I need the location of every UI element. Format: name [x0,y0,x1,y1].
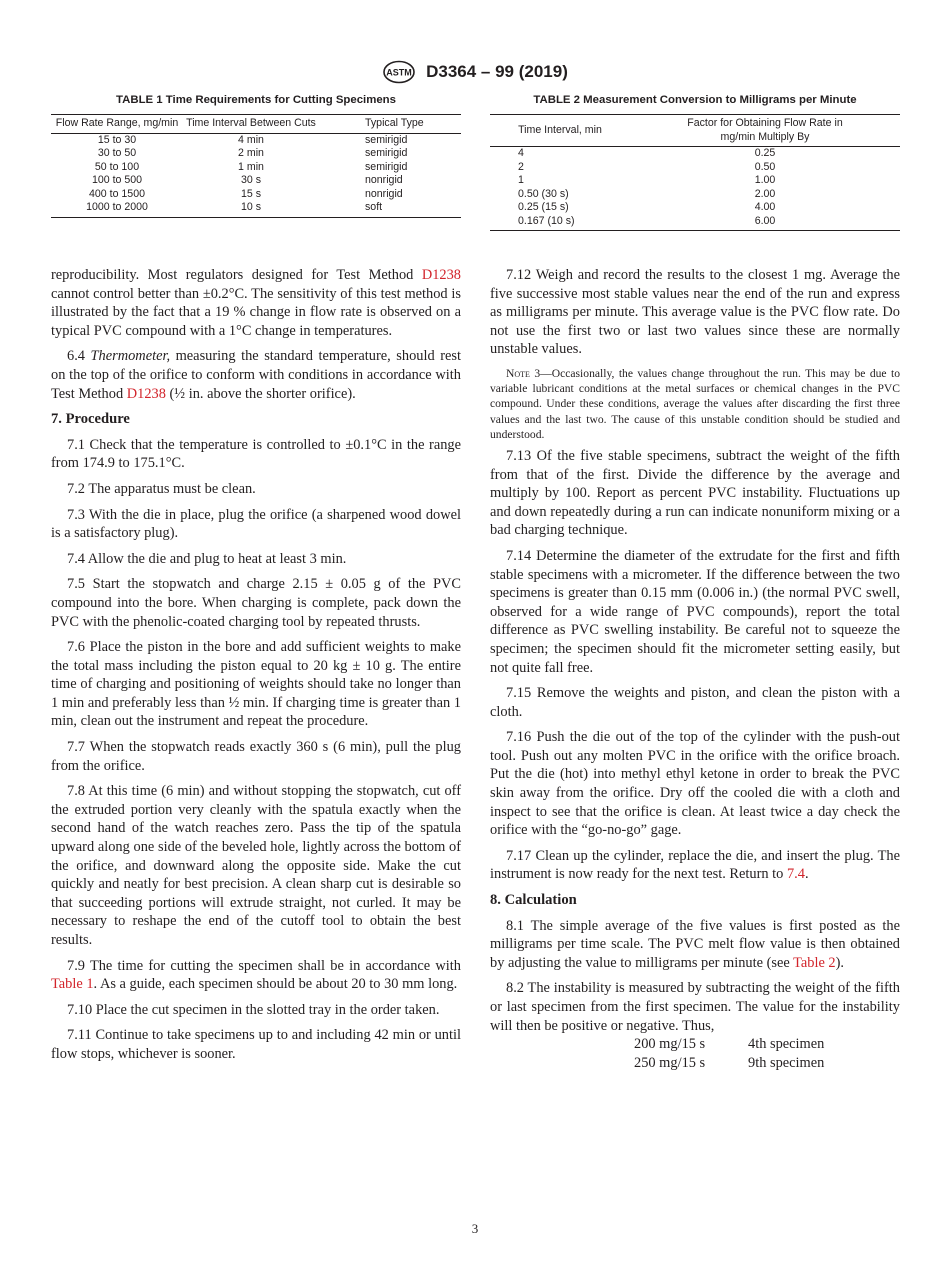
section-heading-procedure: 7. Procedure [51,411,130,428]
table-row: 0.25 (15 s) 4.00 [518,201,776,213]
table2-link[interactable]: Table 2 [793,954,836,971]
document-designation: D3364 – 99 (2019) [426,62,568,81]
svg-text:ASTM: ASTM [386,67,412,78]
paragraph-7-4: 7.4 Allow the die and plug to heat at least 3 min. [67,550,347,567]
table-row: 1 1.00 [518,174,776,186]
paragraph-7-7: 7.7 When the stopwatch reads exactly 360 s (6 min), pull the plug from the orifice. [51,739,461,774]
paragraph-6-4: 6.4 Thermometer, measuring the standard temperature, should rest on the top of the orifice to conform with conditions in accordance with Test Method D1238 (½ in. above the shorter orifice). [51,348,461,402]
paragraph-reproducibility: reproducibility. Most regulators designed for Test Method D1238 cannot control better than ±0.2°C. The sensitivity of this test method is illustrated by the fact that a 19 % change in flow rate is observed on a typical PVC compound with a 1°C change in temperatures. [51,267,461,339]
paragraph-7-5: 7.5 Start the stopwatch and charge 2.15 ± 0.05 g of the PVC compound into the bore. When charging is complete, pack down the PVC with the phenolic-coated charging tool by repeated thrusts. [51,576,461,630]
right-column [490,266,900,1073]
section-heading-calculation: 8. Calculation [490,892,577,909]
table2-title: TABLE 2 Measurement Conversion to Milligrams per Minute [533,94,857,106]
paragraph-7-8: 7.8 At this time (6 min) and without stopping the stopwatch, cut off the extruded portion very cleanly with the spatula exactly when the second hand of the watch reaches zero. Pass the tip of the spatula upward along one side of the beveled hole, lightly across the bottom of the orifice, and downward along the opposite side. Make the cut quickly and neatly for best precision. A clean sharp cut is desirable so that succeeding portions will extrude straight, not curled. It may be necessary to reshape the end of the cutoff tool to obtain the best results. [51,783,461,948]
table1-header-time-interval: Time Interval Between Cuts [183,115,319,134]
table1-header-flow-rate: Flow Rate Range, mg/min [51,115,183,134]
table-row: 1000 to 2000 10 s soft [51,201,461,217]
table2-header-factor: Factor for Obtaining Flow Rate in mg/min Multiply By [630,115,900,147]
note-3: Note 3—Occasionally, the values change throughout the run. This may be due to variable lubricant conditions at the metal surfaces or chemical changes in the PVC compound. Under these conditions, average the values after discarding the first three values and the last two. The cause of this unstable condition should be studied and understood. [490,366,900,441]
section-7-4-link[interactable]: 7.4 [786,866,805,883]
paragraph-7-6: 7.6 Place the piston in the bore and add sufficient weights to make the total mass including the piston equal to 20 kg ± 10 g. The entire time of charging and positioning of weights should take no longer than 1 min and preferably less than ½ min. If charging time is greater than 1 min, clean out the instrument and repeat the procedure. [51,639,461,730]
table1 [51,114,461,218]
paragraph-7-1: 7.1 Check that the temperature is controlled to ±0.1°C in the range from 174.9 to 175.1°C. [51,436,461,472]
table1-header-typical-type: Typical Type [319,115,461,134]
paragraph-7-14: 7.14 Determine the diameter of the extrudate for the first and fifth stable specimens with a micrometer. If the difference between the two specimens is greater than 0.15 mm (0.006 in.) (the normal PVC swell, observed for a wide range of PVC compounds), report the total difference as PVC swelling instability. Be careful not to squeeze the specimen; the specimen should fit the micrometer setting easily, but not quite fall free. [490,547,900,676]
paragraph-7-12: 7.12 Weigh and record the results to the closest 1 mg. Average the five successive most stable values near the end of the run and express as milligrams per minute. This average value is the PVC flow rate. Do not use the first two or last two values since these are normally unstable values. [490,267,900,358]
calculation-example [634,1035,900,1073]
table1-title: TABLE 1 Time Requirements for Cutting Specimens [116,94,396,106]
paragraph-7-15: 7.15 Remove the weights and piston, and clean the piston with a cloth. [490,685,900,720]
paragraph-7-11: 7.11 Continue to take specimens up to and including 42 min or until flow stops, whichever is sooner. [51,1027,461,1062]
paragraph-7-16: 7.16 Push the die out of the top of the cylinder with the push-out tool. Push out any molten PVC in the orifice with the orifice broach. Put the die (hot) into methyl ethyl ketone in order to break the PVC skin away from the orifice. Dry off the cooled die with a cloth and inspect to see that the orifice is clean. At least twice a day check the orifice with the “go-no-go” gage. [490,729,900,839]
table-row: 400 to 1500 15 s nonrigid [89,187,403,200]
table1-link[interactable]: Table 1 [51,976,94,993]
table-row: 0.50 (30 s) 2.00 [518,187,776,200]
d1238-link[interactable]: D1238 [421,267,461,283]
d1238-link[interactable]: D1238 [126,385,166,402]
calc-line: 250 mg/15 s 9th specimen [634,1055,825,1072]
left-column [51,266,461,1071]
table-row: 15 to 30 4 min semirigid [97,133,408,146]
paragraph-8-1: 8.1 The simple average of the five values is first posted as the milligrams per time scale. The PVC melt flow value is then obtained by adjusting the value to milligrams per minute (see Table 2). [490,917,900,971]
table-row: 2 0.50 [518,160,776,173]
calc-line: 200 mg/15 s 4th specimen [634,1036,825,1053]
astm-logo-icon [382,60,416,84]
table2-header-time-interval: Time Interval, min [490,115,630,147]
table-row: 30 to 50 2 min semirigid [97,147,408,159]
page-number: 3 [471,1221,479,1236]
table-row: 4 0.25 [518,147,776,159]
paragraph-7-3: 7.3 With the die in place, plug the orifice (a sharpened wood dowel is a satisfactory plug). [51,506,461,542]
paragraph-7-2: 7.2 The apparatus must be clean. [67,480,256,497]
page-header [0,60,950,84]
table-row: 100 to 500 30 s nonrigid [91,174,403,186]
paragraph-7-9: 7.9 The time for cutting the specimen shall be in accordance with Table 1. As a guide, each specimen should be about 20 to 30 mm long. [51,957,461,993]
paragraph-7-10: 7.10 Place the cut specimen in the slotted tray in the order taken. [67,1001,440,1018]
paragraph-7-13: 7.13 Of the five stable specimens, subtract the weight of the fifth from that of the first. Divide the difference by the average and multiply by 100. Report as percent PVC instability. Fluctuations up and down repeatedly during a run can indicate nonuniform mixing or a bad charging technique. [490,447,900,539]
table-row: 0.167 (10 s) 6.00 [490,215,900,231]
paragraph-8-2: 8.2 The instability is measured by subtracting the weight of the fifth or last specimen from the first specimen. The value for the instability will then be positive or negative. Thus, [490,980,900,1034]
table-row: 50 to 100 1 min semirigid [94,160,408,173]
table2 [490,114,900,231]
paragraph-7-17: 7.17 Clean up the cylinder, replace the die, and insert the plug. The instrument is now ready for the next test. Return to 7.4. [490,847,900,883]
